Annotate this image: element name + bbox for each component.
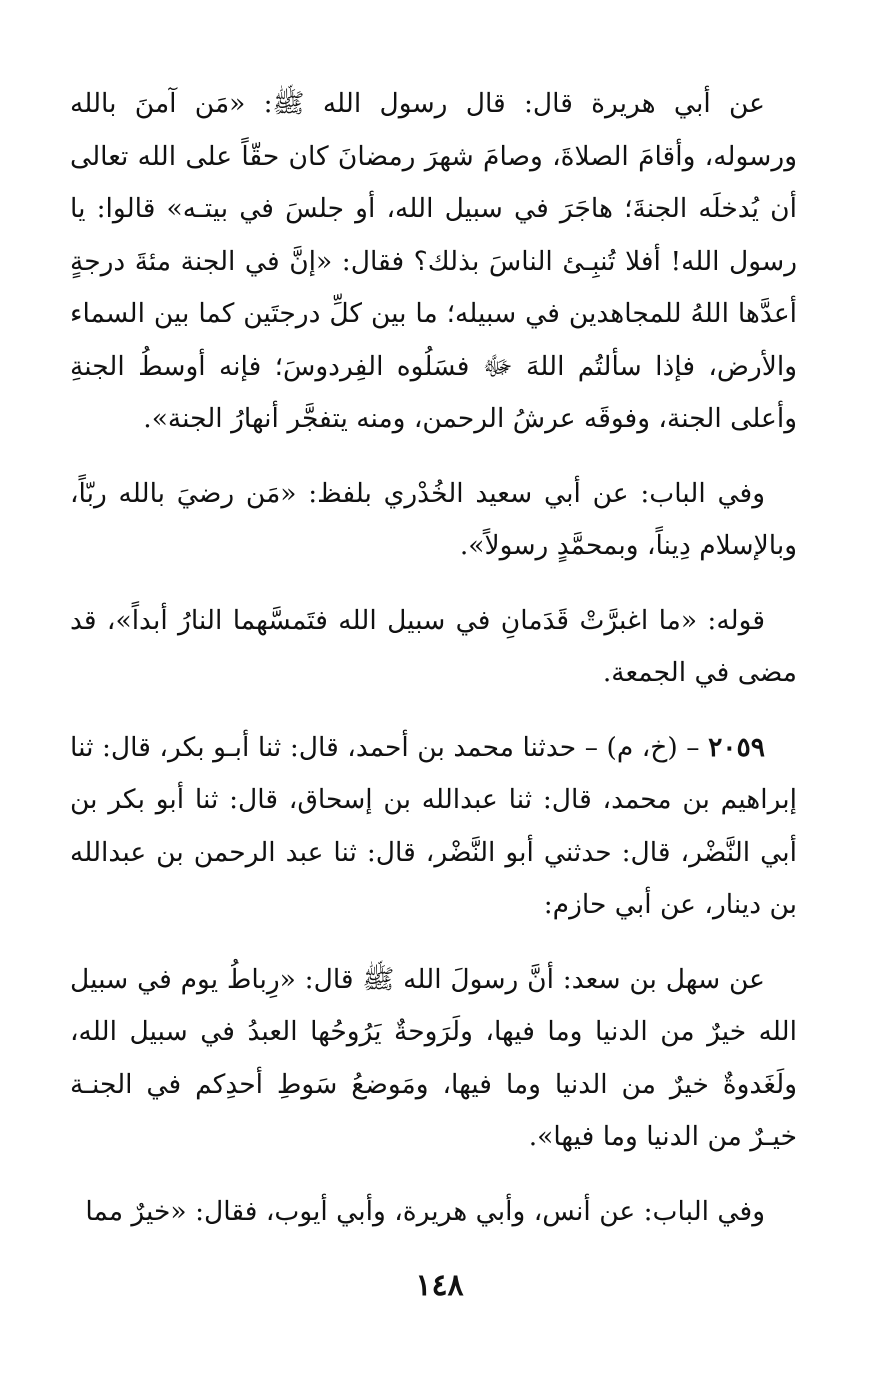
paragraph-fil-bab: وفي الباب: عن أنس، وأبي هريرة، وأبي أيوب، فقال: «خيرٌ مما [85,1195,765,1227]
document-page [70,78,797,1328]
paragraph-sahl-bin-saad: عن سهل بن سعد: أنَّ رسولَ الله ﷺ قال: «رِباطُ يوم في سبيل الله خيرٌ من الدنيا وما فيها، ولَرَوحةٌ يَرُوحُها العبدُ في سبيل الله، ولَغَدوةٌ خيرٌ من الدنيا وما فيها، ومَوضعُ سَوطِ أحدِكم في الجنـة خيـرٌ من الدنيا وما فيها». [70,963,797,1152]
hadith-chain: – (خ، م) – حدثنا محمد بن أحمد، قال: ثنا أبـو بكر، قال: ثنا إبراهيم بن محمد، قال: ثنا عبدالله بن إسحاق، قال: ثنا أبو بكر بن أبي النَّضْر، قال: حدثني أبو النَّضْر، قال: ثنا عبد الرحمن بن عبدالله بن دينار، عن أبي حازم: [70,731,797,920]
paragraph-hadith-2059 [70,722,797,932]
hadith-number: ٢٠٥٩ [708,731,765,763]
paragraph-abu-hurayra: عن أبي هريرة قال: قال رسول الله ﷺ: «مَن آمنَ بالله ورسوله، وأقامَ الصلاةَ، وصامَ شهرَ رمضانَ كان حقّاً على الله تعالى أن يُدخلَه الجنةَ؛ هاجَرَ في سبيل الله، أو جلسَ في بيتـه» قالوا: يا رسول الله! أفلا تُنبِـئ الناسَ بذلك؟ فقال: «إنَّ في الجنة مئةَ درجةٍ أعدَّها اللهُ للمجاهدين في سبيله؛ ما بين كلِّ درجتَين كما بين السماء والأرض، فإذا سألتُم اللهَ ﷻ فسَلُوه الفِردوسَ؛ فإنه أوسطُ الجنةِ وأعلى الجنة، وفوقَه عرشُ الرحمن، ومنه يتفجَّر أنهارُ الجنة». [70,88,797,434]
page-number: ١٤٨ [415,1268,464,1303]
paragraph-qawluhu: قوله: «ما اغبرَّتْ قَدَمانِ في سبيل الله فتَمسَّهما النارُ أبداً»، قد مضى في الجمعة. [70,604,797,688]
paragraph-abu-said: وفي الباب: عن أبي سعيد الخُدْري بلفظ: «مَن رضيَ بالله ربّاً، وبالإسلام دِيناً، وبمحمَّدٍ رسولاً». [70,477,797,561]
